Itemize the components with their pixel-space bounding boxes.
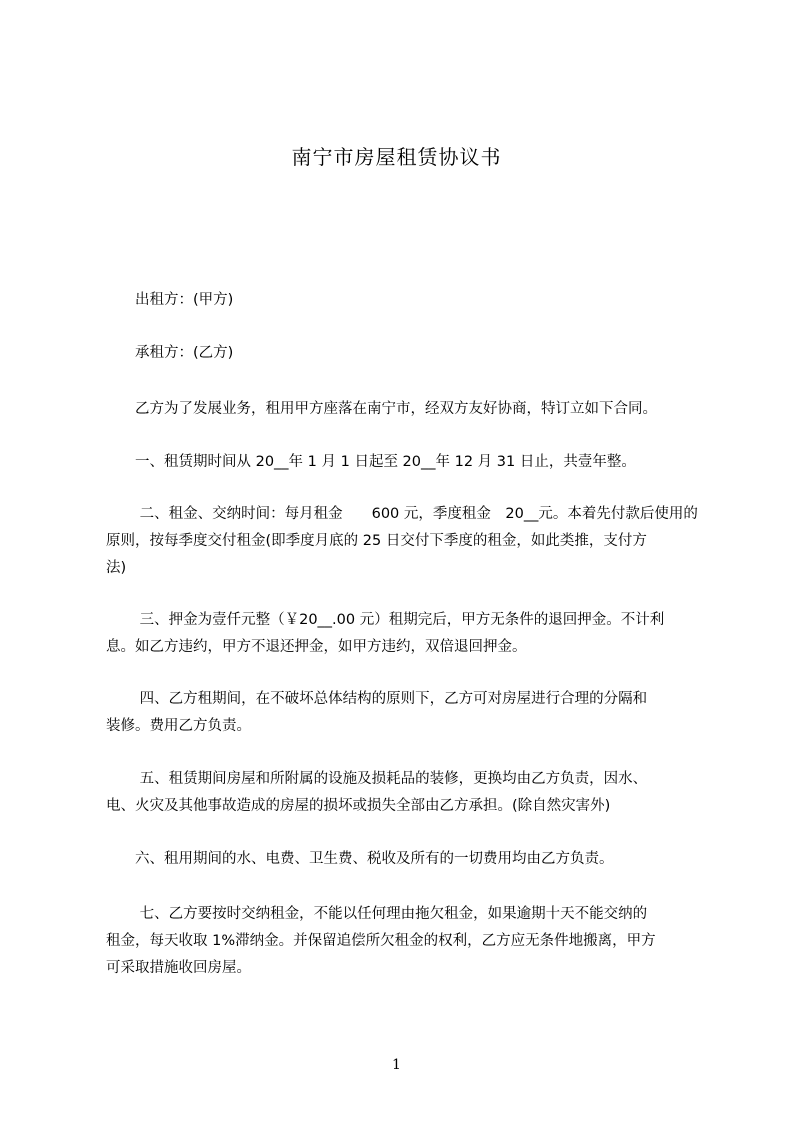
clause-2-rent-payment xyxy=(106,501,698,582)
clause-4-renovation xyxy=(106,686,698,740)
text-line: 三、押金为壹仟元整（￥20__.00 元）租期完后，甲方无条件的退回押金。不计利 xyxy=(106,612,665,628)
text-line: 承租方：(乙方) xyxy=(106,345,234,361)
text-line: 法) xyxy=(106,560,127,576)
text-line: 电、火灾及其他事故造成的房屋的损坏或损失全部由乙方承担。(除自然灾害外) xyxy=(106,798,611,814)
text-line: 租金，每天收取 1%滞纳金。并保留追偿所欠租金的权利，乙方应无条件地搬离，甲方 xyxy=(106,933,656,949)
lessor-line xyxy=(106,287,698,314)
document-title: 南宁市房屋租赁协议书 xyxy=(291,145,502,169)
text-line: 二、租金、交纳时间：每月租金 600 元，季度租金 20__元。本着先付款后使用的 xyxy=(106,506,698,522)
text-line: 原则，按每季度交付租金(即季度月底的 25 日交付下季度的租金，如此类推，支付方 xyxy=(106,533,647,549)
text-line: 息。如乙方违约，甲方不退还押金，如甲方违约，双倍退回押金。 xyxy=(106,639,527,655)
page-number: 1 xyxy=(392,1057,401,1073)
text-line: 乙方为了发展业务，租用甲方座落在南宁市，经双方友好协商，特订立如下合同。 xyxy=(106,401,657,417)
preamble-paragraph xyxy=(106,396,698,423)
clause-1-lease-term xyxy=(106,449,698,476)
clause-7-late-payment xyxy=(106,901,698,982)
clause-3-deposit xyxy=(106,607,698,661)
lessee-line xyxy=(106,340,698,367)
text-line: 六、租用期间的水、电费、卫生费、税收及所有的一切费用均由乙方负责。 xyxy=(106,851,614,867)
text-line: 七、乙方要按时交纳租金，不能以任何理由拖欠租金，如果逾期十天不能交纳的 xyxy=(106,906,648,922)
clause-6-utilities xyxy=(106,846,698,873)
text-line: 装修。费用乙方负责。 xyxy=(106,718,251,734)
clause-5-maintenance xyxy=(106,766,698,820)
text-line: 可采取措施收回房屋。 xyxy=(106,960,251,976)
text-line: 五、租赁期间房屋和所附属的设施及损耗品的装修，更换均由乙方负责，因水、 xyxy=(106,771,648,787)
text-line: 四、乙方租期间，在不破坏总体结构的原则下，乙方可对房屋进行合理的分隔和 xyxy=(106,691,648,707)
text-line: 一、租赁期时间从 20__年 1 月 1 日起至 20__年 12 月 31 日止，共壹年整。 xyxy=(106,454,636,470)
text-line: 出租方：(甲方) xyxy=(106,292,234,308)
